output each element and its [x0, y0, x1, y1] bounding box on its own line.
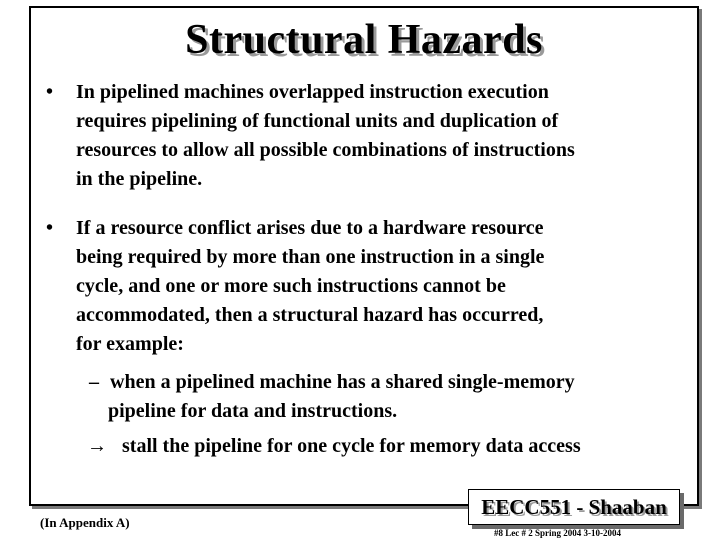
- bullet-dot-icon: •: [46, 81, 54, 103]
- bullet-1-line-4: in the pipeline.: [76, 168, 203, 190]
- bullet-1-line-3: resources to allow all possible combinations of instructions: [76, 139, 575, 161]
- bullet-1-line-1: In pipelined machines overlapped instruction execution: [76, 81, 549, 103]
- arrow-item: [87, 432, 581, 461]
- right-arrow-icon: →: [87, 435, 107, 457]
- course-badge: EECC551 - Shaaban: [468, 489, 680, 525]
- appendix-note: (In Appendix A): [40, 515, 130, 530]
- bullet-2-line-3: cycle, and one or more such instructions cannot be: [76, 275, 506, 297]
- sub-bullet-line-1: when a pipelined machine has a shared single-memory: [110, 371, 575, 393]
- bullet-dot-icon: •: [46, 217, 54, 239]
- arrow-item-text: stall the pipeline for one cycle for memory data access: [122, 435, 581, 457]
- slide-info: #8 Lec # 2 Spring 2004 3-10-2004: [494, 528, 621, 538]
- slide-title: Structural Hazards: [185, 17, 543, 63]
- dash-icon: –: [89, 371, 99, 393]
- bullet-2-line-1: If a resource conflict arises due to a hardware resource: [76, 217, 544, 239]
- bullet-1-line-2: requires pipelining of functional units and duplication of: [76, 110, 559, 132]
- sub-bullet-line-2: pipeline for data and instructions.: [108, 400, 398, 422]
- sub-bullet-continued: [108, 397, 397, 426]
- bullet-2-line-2: being required by more than one instruction in a single: [76, 246, 545, 268]
- bullet-2-line-5: for example:: [76, 333, 184, 355]
- sub-bullet: [89, 368, 575, 397]
- bullet-2-line-4: accommodated, then a structural hazard has occurred,: [76, 304, 544, 326]
